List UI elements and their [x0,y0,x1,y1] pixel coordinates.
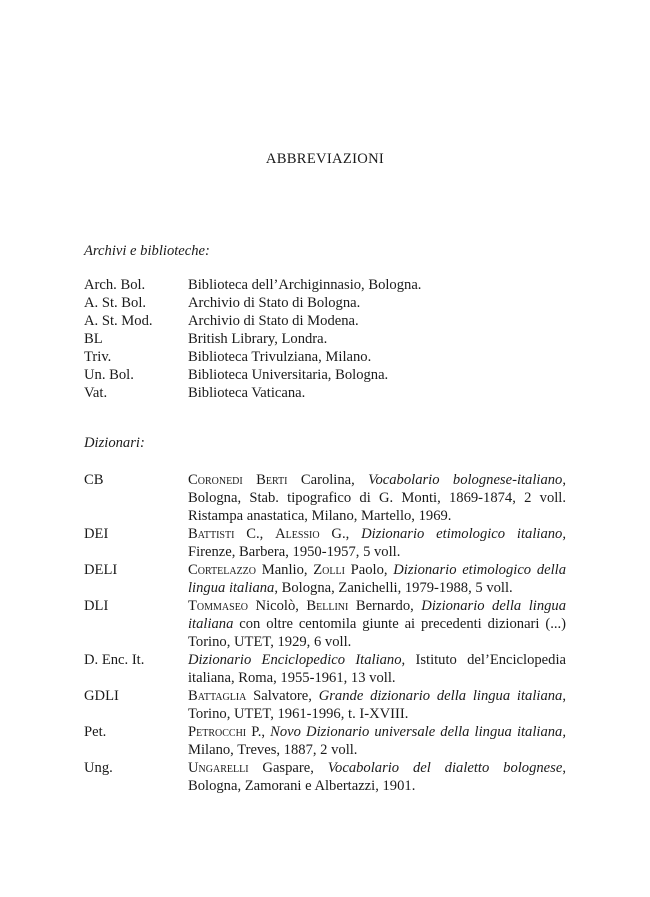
author-name: Cortelazzo [188,562,257,578]
publication-details: con oltre centomila giunte ai precedenti dizionari (...) Torino, UTET, 1929, 6 voll. [188,616,566,650]
author-first-name: P., [246,724,271,740]
author-first-name: Bernardo, [348,598,422,614]
dictionary-row [84,687,566,723]
publication-details: , Bologna, Stab. tipografico di G. Monti, 1869-1874, 2 voll. Ristampa anastatica, Milano, Martello, 1969. [188,472,567,524]
dictionary-abbr: GDLI [84,688,119,704]
dictionary-abbr: DELI [84,562,118,578]
dictionary-abbr: DEI [84,526,109,542]
archive-desc: Biblioteca Universitaria, Bologna. [188,367,389,383]
publication-details: , Bologna, Zanichelli, 1979-1988, 5 voll. [274,580,513,596]
page-title: ABBREVIAZIONI [265,151,385,167]
dictionary-abbr: Pet. [84,724,107,740]
archive-abbr: Arch. Bol. [84,277,146,293]
dictionary-row [84,759,566,795]
author-name: Battaglia [188,688,247,704]
author-first-name: Salvatore, [246,688,319,704]
work-title: Vocabolario del dialetto bolognese [327,760,563,776]
archive-abbr: A. St. Mod. [84,313,153,329]
work-title: Dizionario etimologico della lingua italiana [188,562,566,596]
archive-desc: British Library, Londra. [188,331,328,347]
dictionary-entry [188,471,566,525]
publication-details: Firenze, Barbera, 1950-1957, 5 voll. [188,544,401,560]
dictionary-row [84,471,566,525]
work-title: Dizionario etimologico italiano, [361,526,566,542]
dictionary-entry [188,651,566,687]
dictionary-row [84,597,566,651]
dictionary-abbr: CB [84,472,104,488]
archive-row [84,312,566,330]
author-name: Coronedi Berti [188,472,288,488]
author-first-name: C., [234,526,276,542]
archive-abbr: Triv. [84,349,112,365]
author-first-name: Carolina, [287,472,369,488]
dictionary-entry [188,687,566,723]
archive-desc: Biblioteca Trivulziana, Milano. [188,349,372,365]
archive-row [84,330,566,348]
archive-row [84,276,566,294]
work-title: Grande dizionario della lingua italiana [318,688,563,704]
work-title: Dizionario della lingua italiana [188,598,567,632]
author-first-name: Manlio, [256,562,314,578]
work-title: Vocabolario bolognese-italiano [368,472,563,488]
dictionary-entry [188,759,566,795]
dictionaries-list [84,471,566,795]
archive-desc: Archivio di Stato di Bologna. [188,295,361,311]
publication-details: , Bologna, Zamorani e Albertazzi, 1901. [188,760,566,794]
archive-desc: Biblioteca dell’Archiginnasio, Bologna. [188,277,422,293]
author-name: Tommaseo [188,598,249,614]
archives-list [84,276,566,402]
archives-heading: Archivi e biblioteche: [84,243,210,259]
author-first-name: Nicolò, [248,598,307,614]
dictionary-abbr: Ung. [84,760,113,776]
archive-row [84,294,566,312]
archive-abbr: A. St. Bol. [84,295,147,311]
archive-abbr: Vat. [84,385,108,401]
dictionary-row [84,525,566,561]
dictionary-entry [188,597,566,651]
dictionary-entry [188,525,566,561]
archive-desc: Biblioteca Vaticana. [188,385,306,401]
dictionary-row [84,561,566,597]
dictionary-entry [188,561,566,597]
author-name: Zolli [313,562,345,578]
author-name: Petrocchi [188,724,247,740]
dictionary-row [84,723,566,759]
work-title: Dizionario Enciclopedico Italiano [188,652,402,668]
archive-abbr: BL [84,331,103,347]
author-first-name: Gaspare, [248,760,328,776]
dictionaries-heading: Dizionari: [84,435,145,451]
author-first-name: Paolo, [344,562,394,578]
publication-details: , Istituto del’Enciclopedia italiana, Roma, 1955-1961, 13 voll. [188,652,566,686]
archive-row [84,348,566,366]
publication-details: , Torino, UTET, 1961-1996, t. I-XVIII. [188,688,566,722]
dictionary-entry [188,723,566,759]
publication-details: Milano, Treves, 1887, 2 voll. [188,742,358,758]
author-name: Bellini [306,598,349,614]
author-name: Battisti [188,526,235,542]
dictionary-abbr: DLI [84,598,109,614]
dictionary-abbr: D. Enc. It. [84,652,145,668]
author-name: Alessio [275,526,320,542]
archive-row [84,366,566,384]
archive-row [84,384,566,402]
author-first-name: G., [319,526,362,542]
archive-abbr: Un. Bol. [84,367,134,383]
archive-desc: Archivio di Stato di Modena. [188,313,359,329]
author-name: Ungarelli [188,760,249,776]
work-title: Novo Dizionario universale della lingua italiana, [270,724,566,740]
dictionary-row [84,651,566,687]
